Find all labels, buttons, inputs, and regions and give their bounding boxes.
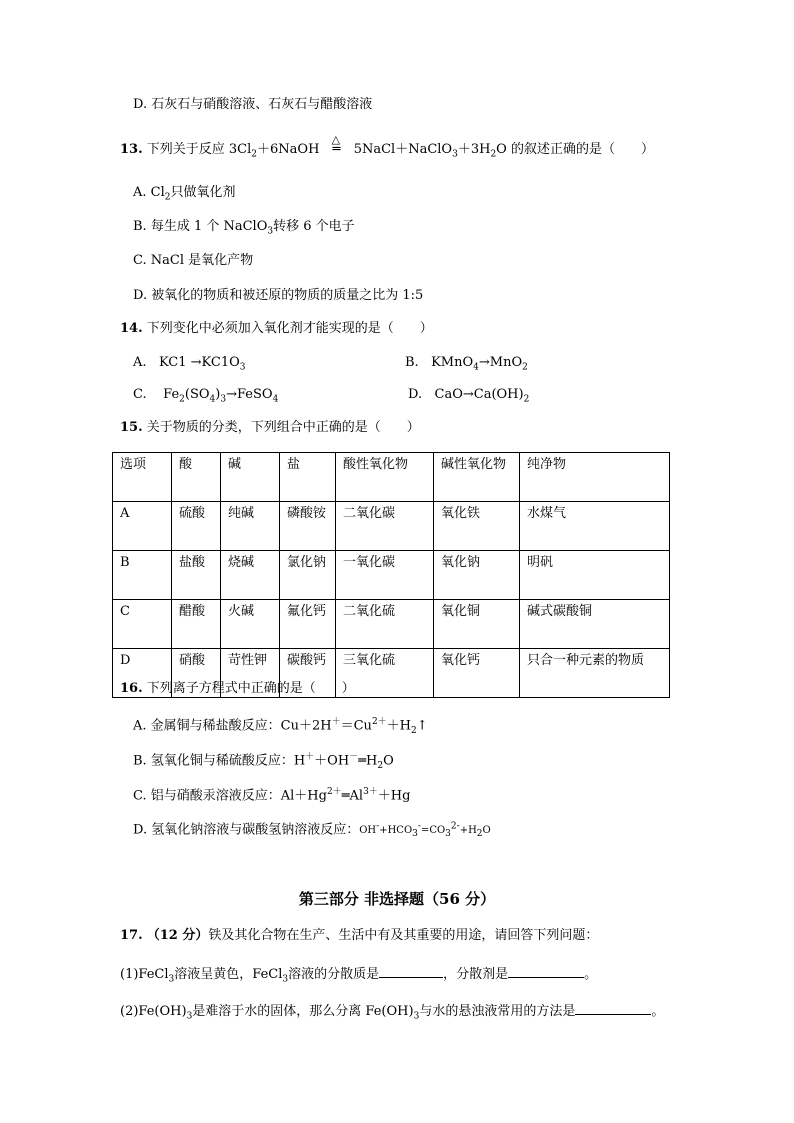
q15-number: 15. bbox=[120, 420, 143, 435]
table-cell: 硫酸 bbox=[172, 502, 221, 551]
table-header-row bbox=[113, 453, 670, 502]
table-cell: 二氧化硫 bbox=[336, 600, 434, 649]
q17-part1: (1)FeCl$_3$溶液呈黄色，FeCl$_3$溶液的分散质是 ，分散剂是 。 bbox=[120, 967, 598, 985]
q14-option-b: B. KMnO$_4$→MnO$_2$ bbox=[405, 355, 528, 373]
table-cell: 烧碱 bbox=[221, 551, 280, 600]
table-cell: 氧化铜 bbox=[434, 600, 520, 649]
table-cell: 氧化铁 bbox=[434, 502, 520, 551]
section-title: 第三部分 非选择题（56 分） bbox=[298, 890, 496, 908]
q16-option-c: C. 铝与硝酸汞溶液反应：$Al+Hg^{2+}═Al^{3+}+Hg$ bbox=[133, 787, 411, 804]
q14-stem: 14. 下列变化中必须加入氧化剂才能实现的是（ ） bbox=[120, 321, 433, 336]
q12-option-d: D. 石灰石与硝酸溶液、石灰石与醋酸溶液 bbox=[133, 97, 373, 112]
table-cell: 水煤气 bbox=[520, 502, 670, 551]
table-cell: 碳酸钙 bbox=[280, 649, 336, 698]
table-cell: D bbox=[113, 649, 172, 698]
table-row bbox=[113, 551, 670, 600]
answer-blank[interactable] bbox=[575, 1002, 651, 1015]
classification-table bbox=[112, 452, 670, 698]
q14-option-a: A. $KC1 \to KC1O_3$ bbox=[133, 355, 246, 373]
q16-stem: 16. 下列离子方程式中正确的是（ ） bbox=[120, 681, 355, 696]
table-cell: 火碱 bbox=[221, 600, 280, 649]
q17-stem: 17. （12 分）铁及其化合物在生产、生活中有及其重要的用途，请回答下列问题： bbox=[120, 928, 599, 943]
table-cell: 氯化钠 bbox=[280, 551, 336, 600]
answer-blank[interactable] bbox=[379, 965, 443, 978]
q16-option-d: D. 氢氧化钠溶液与碳酸氢钠溶液反应：$OH^-+HCO_3^-=CO_3^{2-}+H_2O$ bbox=[133, 822, 491, 840]
table-cell: 氟化钙 bbox=[280, 600, 336, 649]
q15-stem: 15. 关于物质的分类，下列组合中正确的是（ ） bbox=[120, 420, 420, 435]
table-header-cell: 酸性氧化物 bbox=[336, 453, 434, 502]
table-header-cell: 碱性氧化物 bbox=[434, 453, 520, 502]
table-cell: B bbox=[113, 551, 172, 600]
table-cell: 硝酸 bbox=[172, 649, 221, 698]
table-header-cell: 选项 bbox=[113, 453, 172, 502]
q13-option-d: D. 被氧化的物质和被还原的物质的质量之比为 1:5 bbox=[133, 288, 424, 303]
q13-option-c: C. NaCl 是氧化产物 bbox=[133, 253, 254, 268]
table-cell: 明矾 bbox=[520, 551, 670, 600]
q13-number: 13. bbox=[120, 142, 143, 157]
table-cell: 盐酸 bbox=[172, 551, 221, 600]
table-cell: 只合一种元素的物质 bbox=[520, 649, 670, 698]
q13-option-a: A. $Cl_2$只做氧化剂 bbox=[133, 185, 236, 203]
table-cell: 碱式碳酸铜 bbox=[520, 600, 670, 649]
q14-option-c: C. $Fe_2(SO_4)_3\to FeSO_4$ bbox=[133, 387, 279, 405]
heat-condition-icon: △ ═ bbox=[331, 133, 341, 157]
table-cell: 一氧化碳 bbox=[336, 551, 434, 600]
q17-points: （12 分） bbox=[146, 928, 209, 943]
table-cell: 醋酸 bbox=[172, 600, 221, 649]
q14-option-d: D. $CaO\to Ca(OH)_2$ bbox=[408, 387, 530, 405]
table-cell: A bbox=[113, 502, 172, 551]
table-row bbox=[113, 502, 670, 551]
table-cell: 氧化钠 bbox=[434, 551, 520, 600]
q16-option-b: B. 氢氧化铜与稀硫酸反应：$H^++OH^-═H_2O$ bbox=[133, 752, 394, 771]
table-cell: 二氧化碳 bbox=[336, 502, 434, 551]
table-cell: 磷酸铵 bbox=[280, 502, 336, 551]
table-cell: 氧化钙 bbox=[434, 649, 520, 698]
q16-number: 16. bbox=[120, 681, 143, 696]
table-cell: 纯碱 bbox=[221, 502, 280, 551]
q17-number: 17. bbox=[120, 928, 143, 943]
q13-option-b: B. 每生成 1 个 NaClO$_3$转移 6 个电子 bbox=[133, 219, 355, 237]
table-header-cell: 酸 bbox=[172, 453, 221, 502]
q14-number: 14. bbox=[120, 321, 143, 336]
table-cell: C bbox=[113, 600, 172, 649]
table-cell: 三氧化硫 bbox=[336, 649, 434, 698]
q16-option-a: A. 金属铜与稀盐酸反应：$Cu+2H^+=Cu^{2+}+H_2↑$ bbox=[133, 717, 428, 736]
q13-stem: 13. 下列关于反应 $3Cl_2+6NaOH$ △ ═ $5NaCl+NaClO_3+3H_2O$ 的叙述正确的是（ ） bbox=[120, 133, 654, 160]
table-row bbox=[113, 600, 670, 649]
table-header-cell: 盐 bbox=[280, 453, 336, 502]
q17-part2: $(2)Fe(OH)_3$是难溶于水的固体，那么分离 $Fe(OH)_3$与水的悬浊液常用的方法是 。 bbox=[120, 1004, 665, 1022]
answer-blank[interactable] bbox=[508, 965, 584, 978]
table-header-cell: 纯净物 bbox=[520, 453, 670, 502]
table-cell: 苛性钾 bbox=[221, 649, 280, 698]
table-header-cell: 碱 bbox=[221, 453, 280, 502]
